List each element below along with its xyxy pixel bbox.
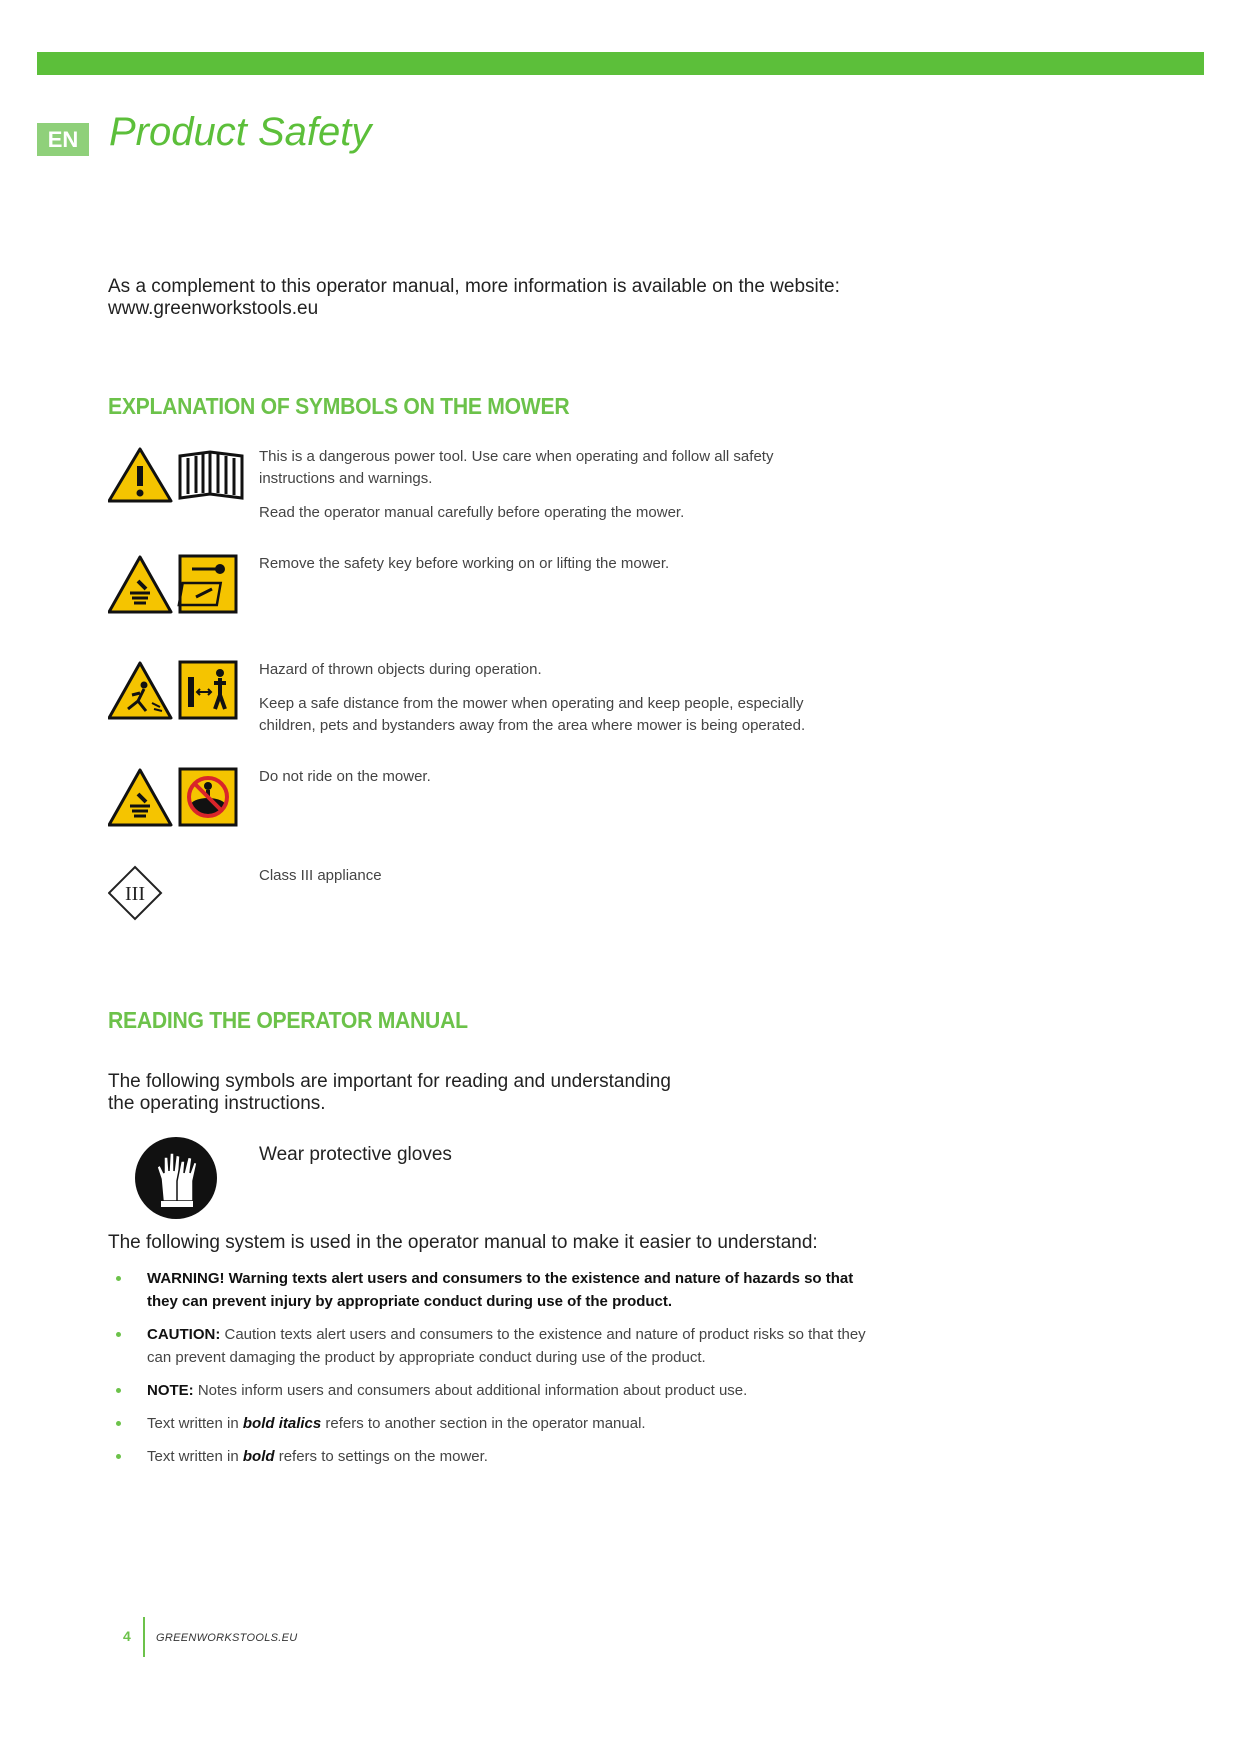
note-text: Notes inform users and consumers about additional information about product use. [193,1382,748,1399]
symbol-text [259,553,849,587]
blade-hazard-icon [109,557,171,612]
symbol-description: Class III appliance [259,867,382,884]
convention-emphasis: bold [242,1448,275,1465]
class-iii-icon [108,865,168,925]
footer-divider [143,1617,145,1657]
bullet-dot [116,1421,121,1426]
list-item-bold-italics [108,1412,888,1435]
thrown-objects-icon [109,663,171,718]
footer-website[interactable]: GREENWORKSTOOLS.EU [156,1632,298,1644]
remove-safety-key-icon [179,556,236,612]
conventions-list [108,1267,888,1478]
svg-text:III: III [125,883,145,905]
intro-paragraph [108,276,928,320]
convention-text: Text written in [147,1415,243,1432]
note-label: NOTE: [147,1382,194,1399]
convention-text: refers to settings on the mower. [274,1448,488,1465]
caution-label: CAUTION: [147,1326,221,1343]
symbol-text [259,659,849,749]
reading-intro-line: the operating instructions. [108,1093,326,1114]
symbol-description: Read the operator manual carefully before operating the mower. [259,504,685,521]
reading-intro [108,1071,748,1115]
symbols-heading: EXPLANATION OF SYMBOLS ON THE MOWER [108,393,570,419]
list-item-note [108,1379,888,1402]
symbol-text [259,446,849,536]
website-link[interactable]: www.greenworkstools.eu [108,298,319,319]
symbol-description: Keep a safe distance from the mower when operating and keep people, especially children, pets and bystanders away from the area where mower is being operated. [259,695,806,734]
symbol-text [259,766,849,800]
intro-line: As a complement to this operator manual, more information is available on the website: [108,276,840,297]
warning-icon [109,449,171,501]
symbol-icons [108,659,248,721]
reading-intro-line: The following symbols are important for reading and understanding [108,1071,671,1092]
keep-distance-icon [180,662,236,718]
bullet-dot [116,1276,121,1281]
symbol-icons [108,446,248,504]
blade-hazard-icon [109,770,171,825]
symbol-icons [108,766,248,828]
no-riding-icon [180,769,236,825]
page-number: 4 [123,1628,131,1644]
symbol-icons [108,553,248,615]
symbol-description: Hazard of thrown objects during operation. [259,661,542,678]
convention-text: refers to another section in the operator manual. [321,1415,646,1432]
bullet-dot [116,1454,121,1459]
reading-heading: READING THE OPERATOR MANUAL [108,1007,468,1033]
list-item-caution [108,1323,888,1369]
symbol-description: This is a dangerous power tool. Use care when operating and follow all safety instructions and warnings. [259,448,774,487]
symbol-text [259,865,849,899]
language-badge: EN [37,123,89,156]
protective-gloves-icon [133,1135,219,1221]
list-item-bold [108,1445,888,1468]
header-green-bar [37,52,1204,75]
manual-book-icon [180,452,242,498]
system-intro: The following system is used in the operator manual to make it easier to understand: [108,1232,818,1253]
convention-text: Text written in [147,1448,243,1465]
symbol-description: Do not ride on the mower. [259,768,431,785]
bullet-dot [116,1332,121,1337]
list-item-warning [108,1267,888,1313]
warning-text: WARNING! Warning texts alert users and consumers to the existence and nature of hazards so that they can prevent injury by appropriate conduct during use of the product. [147,1270,854,1310]
symbol-description: Remove the safety key before working on or lifting the mower. [259,555,670,572]
caution-text: Caution texts alert users and consumers to the existence and nature of product risks so that they can prevent damaging the product by appropriate conduct during use of the product. [147,1326,866,1366]
page-title: Product Safety [109,110,372,154]
bullet-dot [116,1388,121,1393]
gloves-label: Wear protective gloves [259,1144,452,1165]
convention-emphasis: bold italics [242,1415,322,1432]
